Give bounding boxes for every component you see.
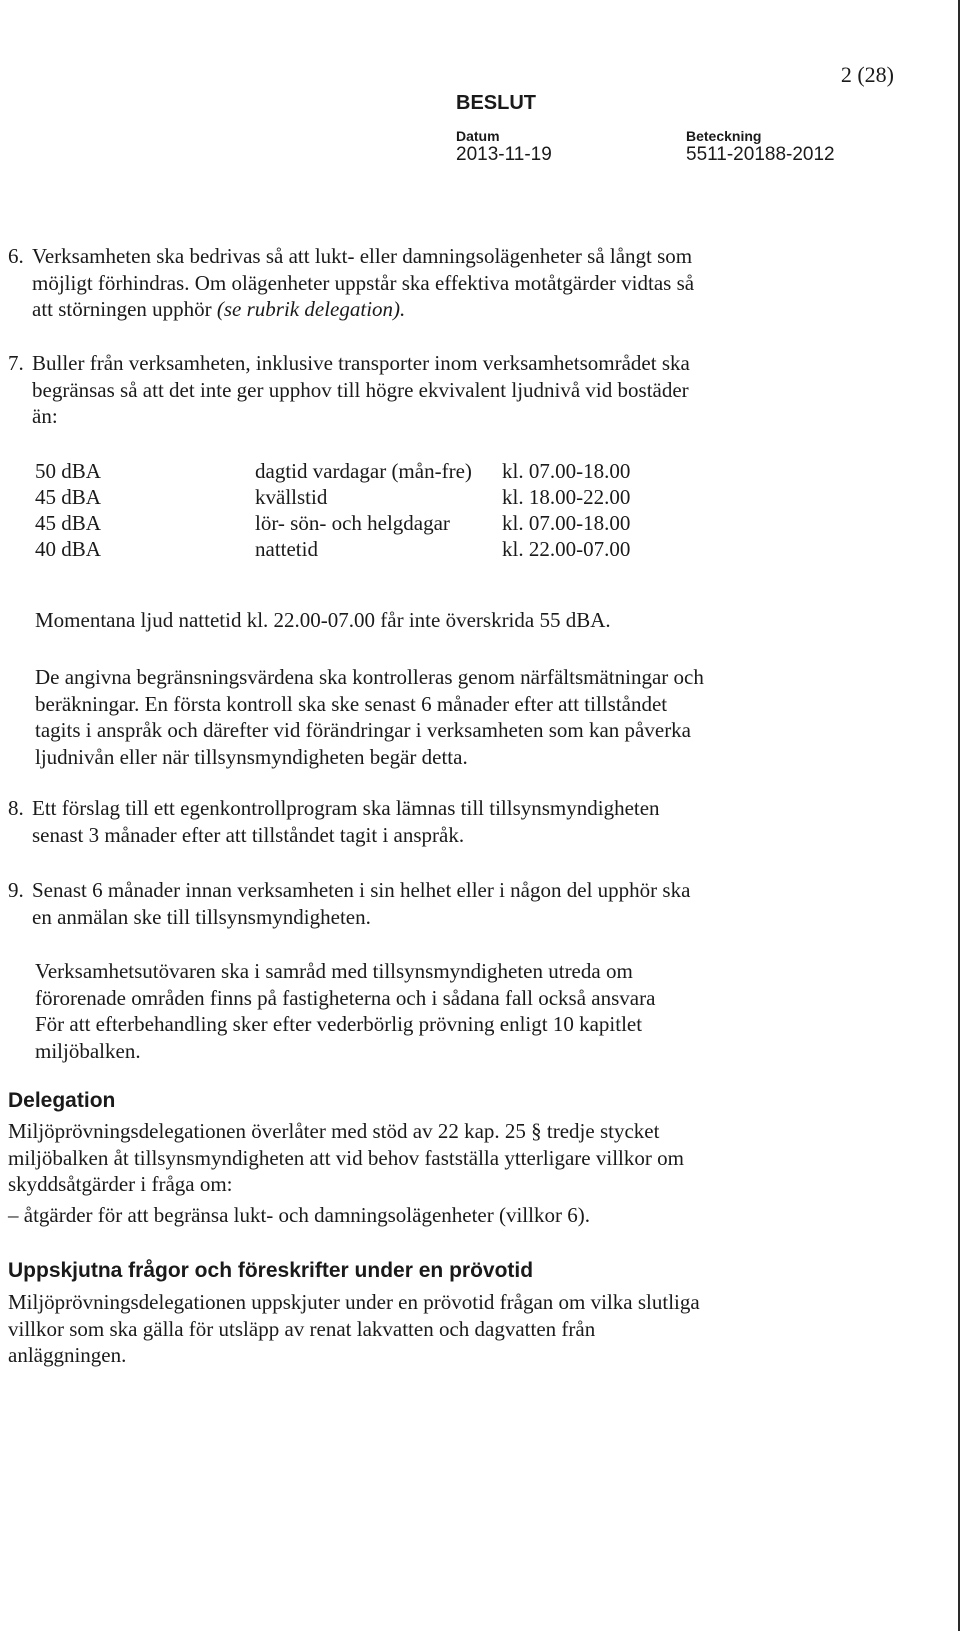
text-line: beräkningar. En första kontroll ska ske senast 6 månader efter att tillståndet	[35, 691, 668, 716]
condition-number: 7.	[8, 351, 24, 375]
momentary-noise-text: Momentana ljud nattetid kl. 22.00-07.00 får inte överskrida 55 dBA.	[35, 608, 611, 632]
text-line: att störningen upphör	[32, 297, 217, 321]
text-line: senast 3 månader efter att tillståndet tagit i anspråk.	[32, 822, 465, 847]
text-line: begränsas så att det inte ger upphov till högre ekvivalent ljudnivå vid bostäder	[32, 377, 689, 402]
text-line: Buller från verksamheten, inklusive transporter inom verksamhetsområdet ska	[32, 351, 690, 375]
reference-label: Beteckning	[686, 128, 762, 144]
condition-number: 6.	[8, 244, 24, 268]
text-line: För att efterbehandling sker efter vederbörlig prövning enligt 10 kapitlet	[35, 1012, 643, 1036]
delegation-bullet: – åtgärder för att begränsa lukt- och damningsolägenheter (villkor 6).	[8, 1203, 590, 1227]
noise-level: 50 dBA	[35, 459, 101, 483]
text-line: skyddsåtgärder i fråga om:	[8, 1172, 233, 1196]
noise-limit-row	[35, 510, 735, 536]
noise-period: kvällstid	[255, 485, 328, 509]
condition-7	[8, 350, 690, 430]
text-line: miljöbalken.	[35, 1038, 141, 1063]
noise-period: nattetid	[255, 537, 318, 561]
text-line: villkor som ska gälla för utsläpp av renat lakvatten och dagvatten från	[8, 1316, 596, 1341]
condition-number: 9.	[8, 878, 24, 902]
noise-time: kl. 07.00-18.00	[502, 511, 631, 535]
text-line: De angivna begränsningsvärdena ska kontrolleras genom närfältsmätningar och	[35, 665, 704, 689]
text-line: en anmälan ske till tillsynsmyndigheten.	[32, 904, 371, 929]
condition-9	[8, 877, 690, 930]
text-line: anläggningen.	[8, 1343, 127, 1367]
text-line: än:	[32, 404, 58, 428]
postponed-heading: Uppskjutna frågor och föreskrifter under en prövotid	[8, 1259, 534, 1282]
text-line: Verksamheten ska bedrivas så att lukt- eller damningsolägenheter så långt som	[32, 244, 693, 268]
reference-value: 5511-20188-2012	[686, 144, 835, 165]
limits-paragraph	[35, 664, 704, 770]
text-line: Verksamhetsutövaren ska i samråd med tillsynsmyndigheten utreda om	[35, 959, 633, 983]
condition-6	[8, 243, 694, 323]
delegation-heading: Delegation	[8, 1089, 116, 1112]
noise-time: kl. 18.00-22.00	[502, 485, 631, 509]
text-line: tagits i anspråk och därefter vid förändringar i verksamheten som kan påverka	[35, 718, 692, 742]
noise-level: 45 dBA	[35, 485, 101, 509]
postponed-paragraph	[8, 1289, 700, 1369]
date-label: Datum	[456, 128, 500, 144]
text-line: Senast 6 månader innan verksamheten i sin helhet eller i någon del upphör ska	[32, 878, 691, 902]
operator-paragraph	[35, 958, 655, 1064]
noise-limit-row	[35, 484, 735, 510]
text-line: miljöbalken åt tillsynsmyndigheten att vid behov fastställa ytterligare villkor om	[8, 1145, 684, 1170]
date-value: 2013-11-19	[456, 144, 552, 165]
page-number: 2 (28)	[840, 62, 894, 87]
noise-level: 45 dBA	[35, 511, 101, 535]
text-line: möjligt förhindras. Om olägenheter uppstår ska effektiva motåtgärder vidtas så	[32, 270, 695, 295]
noise-limit-row	[35, 536, 735, 562]
document-title: BESLUT	[456, 92, 536, 114]
noise-time: kl. 07.00-18.00	[502, 459, 631, 483]
condition-8	[8, 795, 660, 848]
delegation-paragraph	[8, 1118, 684, 1198]
noise-level: 40 dBA	[35, 537, 101, 561]
condition-number: 8.	[8, 796, 24, 820]
text-line: Miljöprövningsdelegationen uppskjuter under en prövotid frågan om vilka slutliga	[8, 1290, 700, 1314]
text-line: ljudnivån eller när tillsynsmyndigheten begär detta.	[35, 744, 468, 769]
text-line: Ett förslag till ett egenkontrollprogram ska lämnas till tillsynsmyndigheten	[32, 796, 660, 820]
noise-time: kl. 22.00-07.00	[502, 537, 631, 561]
text-line: förorenade områden finns på fastigheterna och i sådana fall också ansvara	[35, 985, 656, 1010]
noise-limit-row	[35, 458, 735, 484]
noise-period: dagtid vardagar (mån-fre)	[255, 459, 472, 483]
italic-reference: (se rubrik delegation).	[216, 297, 406, 321]
text-line: Miljöprövningsdelegationen överlåter med stöd av 22 kap. 25 § tredje stycket	[8, 1119, 660, 1143]
noise-period: lör- sön- och helgdagar	[255, 511, 450, 535]
